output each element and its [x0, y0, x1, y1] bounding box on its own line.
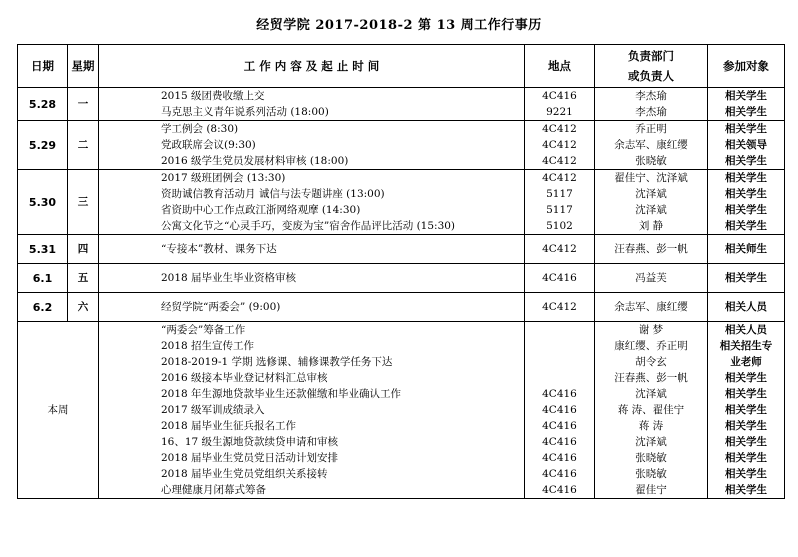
participants-item: 相关学生 — [725, 484, 767, 496]
work-item: 资助诚信教育活动月 诚信与法专题讲座 (13:00) — [161, 188, 385, 200]
participants-item: 相关学生 — [725, 204, 767, 216]
participants-item: 相关人员 — [725, 324, 767, 336]
work-item: 心理健康月闭幕式筹备 — [161, 484, 266, 496]
participants-item-list — [708, 121, 784, 169]
day-location — [525, 170, 595, 235]
work-item-list — [99, 322, 524, 498]
work-item: 马克思主义青年说系列活动 (18:00) — [161, 106, 329, 118]
location-item: 4C416 — [542, 484, 577, 496]
participants-item: 相关学生 — [725, 155, 767, 167]
day-work — [99, 264, 525, 293]
responsible-item: 蒋 涛 — [638, 420, 664, 432]
responsible-item: 汪春燕、彭一帆 — [614, 372, 688, 384]
this-week-work — [99, 322, 525, 499]
header-date: 日期 — [18, 45, 68, 88]
day-responsible — [595, 88, 708, 121]
responsible-item: 张晓敏 — [635, 155, 667, 167]
work-item: 2018 届毕业生党员党日活动计划安排 — [161, 452, 339, 464]
responsible-item-list — [595, 88, 707, 120]
day-weekday: 六 — [68, 293, 99, 322]
participants-item: 相关学生 — [725, 90, 767, 102]
day-date: 6.1 — [18, 264, 68, 293]
header-content: 工 作 内 容 及 起 止 时 间 — [99, 45, 525, 88]
participants-item-list — [708, 270, 784, 286]
responsible-item: 冯益芙 — [635, 272, 667, 284]
day-weekday: 五 — [68, 264, 99, 293]
day-row — [18, 121, 785, 170]
participants-item: 相关学生 — [725, 436, 767, 448]
day-responsible — [595, 264, 708, 293]
responsible-item: 翟佳宁、沈泽斌 — [614, 172, 688, 184]
this-week-responsible — [595, 322, 708, 499]
participants-item-list — [708, 88, 784, 120]
location-item: 4C412 — [542, 172, 577, 184]
work-item: 2018 届毕业生党员党组织关系接转 — [161, 468, 328, 480]
location-item: 4C416 — [542, 452, 577, 464]
work-item: 2016 级学生党员发展材料审核 (18:00) — [161, 155, 349, 167]
participants-item: 相关学生 — [725, 452, 767, 464]
responsible-item: 张晓敏 — [635, 452, 667, 464]
location-item: 4C416 — [542, 272, 577, 284]
day-responsible — [595, 235, 708, 264]
location-item-list — [525, 299, 594, 315]
responsible-item: 谢 梦 — [638, 324, 664, 336]
responsible-item: 沈泽斌 — [635, 388, 667, 400]
participants-item-list — [708, 299, 784, 315]
participants-item: 相关师生 — [725, 243, 767, 255]
location-item — [525, 338, 594, 354]
participants-item-list — [708, 322, 784, 498]
participants-item: 相关学生 — [725, 172, 767, 184]
this-week-label: 本周 — [18, 322, 99, 499]
location-item: 4C416 — [542, 388, 577, 400]
location-item-list — [525, 241, 594, 257]
location-item-list — [525, 88, 594, 120]
responsible-item: 翟佳宁 — [635, 484, 667, 496]
day-participants — [708, 88, 785, 121]
day-date: 5.29 — [18, 121, 68, 170]
location-item: 4C412 — [542, 155, 577, 167]
work-item: 2015 级团费收缴上交 — [161, 90, 265, 102]
schedule-table — [17, 44, 785, 499]
day-date: 5.30 — [18, 170, 68, 235]
work-item-list — [99, 270, 524, 286]
work-item-list — [99, 170, 524, 234]
responsible-item: 沈泽斌 — [635, 204, 667, 216]
day-participants — [708, 264, 785, 293]
work-item: “两委会”筹备工作 — [161, 324, 246, 336]
location-item — [525, 370, 594, 386]
header-responsible-line1: 负责部门 — [628, 49, 674, 63]
participants-item: 相关人员 — [725, 301, 767, 313]
day-weekday: 二 — [68, 121, 99, 170]
header-participants: 参加对象 — [708, 45, 785, 88]
this-week-row — [18, 322, 785, 499]
day-date: 6.2 — [18, 293, 68, 322]
day-location — [525, 121, 595, 170]
location-item: 4C416 — [542, 468, 577, 480]
work-item: 2018 年生源地贷款毕业生还款催缴和毕业确认工作 — [161, 388, 402, 400]
location-item-list — [525, 270, 594, 286]
location-item: 5117 — [546, 204, 573, 216]
day-participants — [708, 235, 785, 264]
work-item: 党政联席会议(9:30) — [161, 139, 256, 151]
participants-item: 相关学生 — [725, 272, 767, 284]
work-item: 2016 级接本毕业登记材料汇总审核 — [161, 372, 328, 384]
days-body — [18, 88, 785, 322]
participants-item: 相关招生专 — [719, 340, 773, 352]
location-item: 5117 — [546, 188, 573, 200]
day-work — [99, 88, 525, 121]
work-item: 2017 级班团例会 (13:30) — [161, 172, 286, 184]
day-work — [99, 235, 525, 264]
work-item-list — [99, 88, 524, 120]
work-item: 省资助中心工作点政江浙网络观摩 (14:30) — [161, 204, 361, 216]
location-item: 4C412 — [542, 243, 577, 255]
header-weekday: 星期 — [68, 45, 99, 88]
participants-item: 相关学生 — [725, 372, 767, 384]
location-item — [525, 322, 594, 338]
work-item: 2018 招生宣传工作 — [161, 340, 255, 352]
location-item: 4C416 — [542, 90, 577, 102]
work-item-list — [99, 299, 524, 315]
this-week-location — [525, 322, 595, 499]
responsible-item: 余志军、康红缨 — [614, 139, 688, 151]
responsible-item: 张晓敏 — [635, 468, 667, 480]
day-participants — [708, 170, 785, 235]
responsible-item: 康红缨、乔正明 — [614, 340, 688, 352]
work-item: 公寓文化节之“心灵手巧，变废为宝”宿舍作品评比活动 (15:30) — [161, 220, 456, 232]
week-body — [18, 322, 785, 499]
work-item-list — [99, 241, 524, 257]
location-item-list — [525, 170, 594, 234]
responsible-item: 李杰瑜 — [635, 90, 667, 102]
day-weekday: 三 — [68, 170, 99, 235]
participants-item: 相关学生 — [725, 188, 767, 200]
work-item: 学工例会 (8:30) — [161, 123, 239, 135]
participants-item: 相关学生 — [725, 220, 767, 232]
location-item: 4C412 — [542, 139, 577, 151]
work-item: 2018-2019-1 学期 选修课、辅修课教学任务下达 — [161, 356, 393, 368]
responsible-item-list — [595, 299, 707, 315]
location-item-list — [525, 121, 594, 169]
participants-item: 相关领导 — [725, 139, 767, 151]
work-item: 经贸学院“两委会” (9:00) — [161, 301, 281, 313]
responsible-item: 蒋 涛、翟佳宁 — [617, 404, 685, 416]
day-responsible — [595, 121, 708, 170]
location-item-list — [525, 322, 594, 498]
day-weekday: 一 — [68, 88, 99, 121]
day-work — [99, 170, 525, 235]
work-item: 2018 届毕业生毕业资格审核 — [161, 272, 297, 284]
participants-item-list — [708, 170, 784, 234]
responsible-item: 乔正明 — [635, 123, 667, 135]
this-week-participants — [708, 322, 785, 499]
location-item: 4C412 — [542, 123, 577, 135]
day-row — [18, 88, 785, 121]
page-title: 经贸学院 2017-2018-2 第 13 周工作行事历 — [256, 18, 542, 33]
responsible-item: 沈泽斌 — [635, 188, 667, 200]
header-row — [18, 45, 785, 88]
participants-item: 相关学生 — [725, 420, 767, 432]
responsible-item-list — [595, 322, 707, 498]
participants-item: 相关学生 — [725, 468, 767, 480]
responsible-item: 胡令玄 — [635, 356, 667, 368]
day-responsible — [595, 170, 708, 235]
work-item-list — [99, 121, 524, 169]
participants-item: 相关学生 — [725, 106, 767, 118]
day-row — [18, 235, 785, 264]
participants-item: 相关学生 — [725, 388, 767, 400]
day-participants — [708, 293, 785, 322]
location-item: 4C416 — [542, 420, 577, 432]
participants-item: 相关学生 — [725, 123, 767, 135]
responsible-item: 刘 静 — [638, 220, 664, 232]
day-participants — [708, 121, 785, 170]
responsible-item-list — [595, 121, 707, 169]
day-row — [18, 170, 785, 235]
responsible-item-list — [595, 270, 707, 286]
work-item: 16、17 级生源地贷款续贷申请和审核 — [161, 436, 339, 448]
location-item: 4C416 — [542, 436, 577, 448]
day-work — [99, 121, 525, 170]
responsible-item: 余志军、康红缨 — [614, 301, 688, 313]
location-item: 5102 — [546, 220, 573, 232]
day-weekday: 四 — [68, 235, 99, 264]
responsible-item: 汪春燕、彭一帆 — [614, 243, 688, 255]
work-item: 2017 级军训成绩录入 — [161, 404, 265, 416]
participants-item: 相关学生 — [725, 404, 767, 416]
responsible-item-list — [595, 241, 707, 257]
responsible-item: 李杰瑜 — [635, 106, 667, 118]
day-row — [18, 293, 785, 322]
day-row — [18, 264, 785, 293]
responsible-item: 沈泽斌 — [635, 436, 667, 448]
header-responsible-line2: 或负责人 — [628, 69, 674, 83]
header-location: 地点 — [525, 45, 595, 88]
header-responsible — [595, 45, 708, 88]
location-item — [525, 354, 594, 370]
location-item: 4C412 — [542, 301, 577, 313]
day-responsible — [595, 293, 708, 322]
day-location — [525, 88, 595, 121]
work-item: 2018 届毕业生征兵报名工作 — [161, 420, 297, 432]
day-date: 5.28 — [18, 88, 68, 121]
day-work — [99, 293, 525, 322]
day-location — [525, 293, 595, 322]
location-item: 9221 — [546, 106, 573, 118]
day-date: 5.31 — [18, 235, 68, 264]
location-item: 4C416 — [542, 404, 577, 416]
participants-item-list — [708, 241, 784, 257]
work-item: “专接本”教材、课务下达 — [161, 243, 277, 255]
day-location — [525, 264, 595, 293]
day-location — [525, 235, 595, 264]
responsible-item-list — [595, 170, 707, 234]
participants-item: 业老师 — [730, 356, 762, 368]
